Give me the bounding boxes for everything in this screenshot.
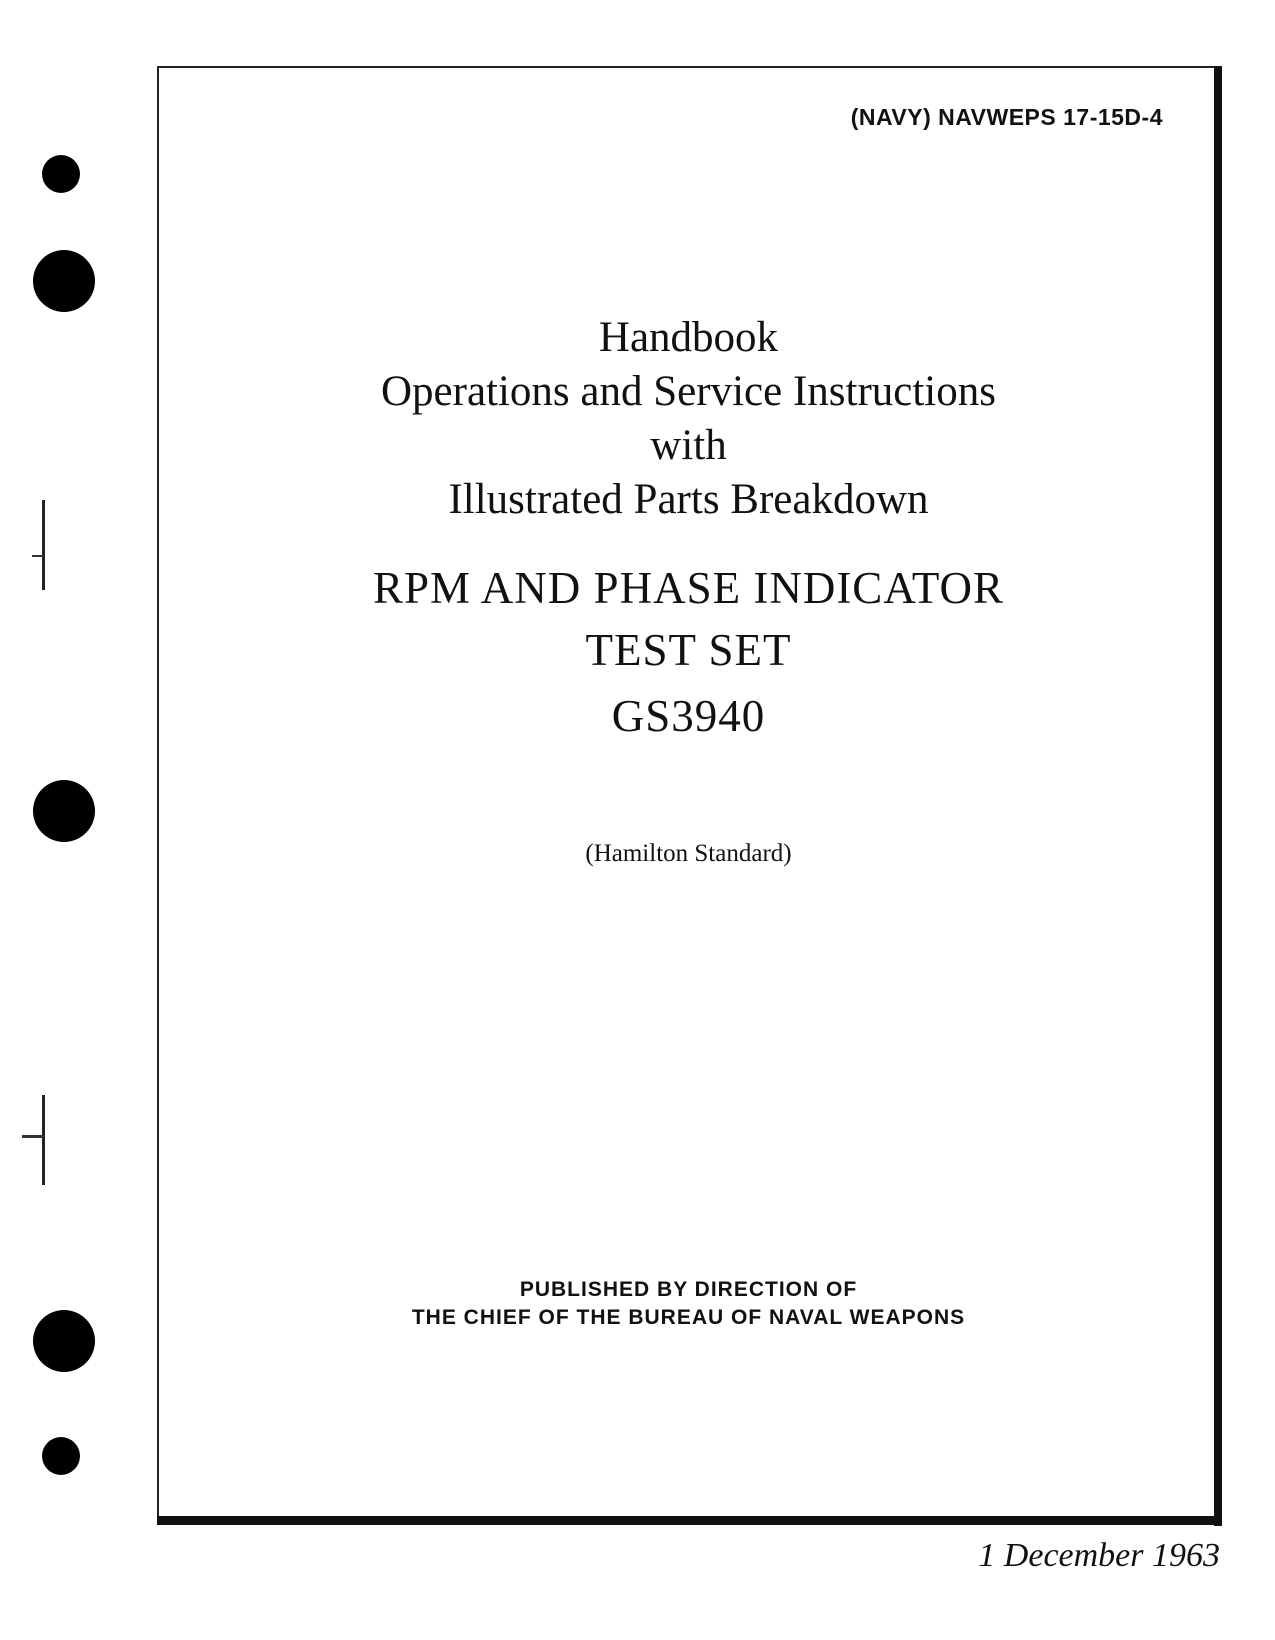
publisher-line: PUBLISHED BY DIRECTION OF: [519, 1278, 858, 1301]
binder-mark: [42, 1095, 45, 1185]
manufacturer: (Hamilton Standard): [585, 840, 792, 867]
title-line: with: [650, 422, 727, 469]
publisher-line: THE CHIEF OF THE BUREAU OF NAVAL WEAPONS: [411, 1306, 966, 1329]
binder-tick: [32, 555, 44, 557]
publication-date: 1 December 1963: [978, 1537, 1220, 1574]
binder-tick: [22, 1135, 44, 1138]
binder-hole: [33, 780, 95, 842]
frame-shadow-bottom: [157, 1516, 1222, 1525]
binder-mark: [42, 500, 45, 590]
title-line: Operations and Service Instructions: [381, 368, 996, 415]
document-number: (NAVY) NAVWEPS 17-15D-4: [850, 104, 1163, 130]
title-line: Illustrated Parts Breakdown: [448, 476, 929, 523]
binder-hole: [42, 155, 80, 193]
equipment-name: RPM AND PHASE INDICATOR: [372, 563, 1005, 613]
binder-hole: [42, 1437, 80, 1475]
equipment-name: TEST SET: [585, 625, 792, 675]
model-number: GS3940: [611, 691, 766, 741]
publisher-notice: [157, 1276, 1220, 1332]
title-line: Handbook: [598, 314, 779, 361]
binder-hole: [33, 1310, 95, 1372]
binder-hole: [33, 250, 95, 312]
handbook-title: [157, 311, 1220, 527]
